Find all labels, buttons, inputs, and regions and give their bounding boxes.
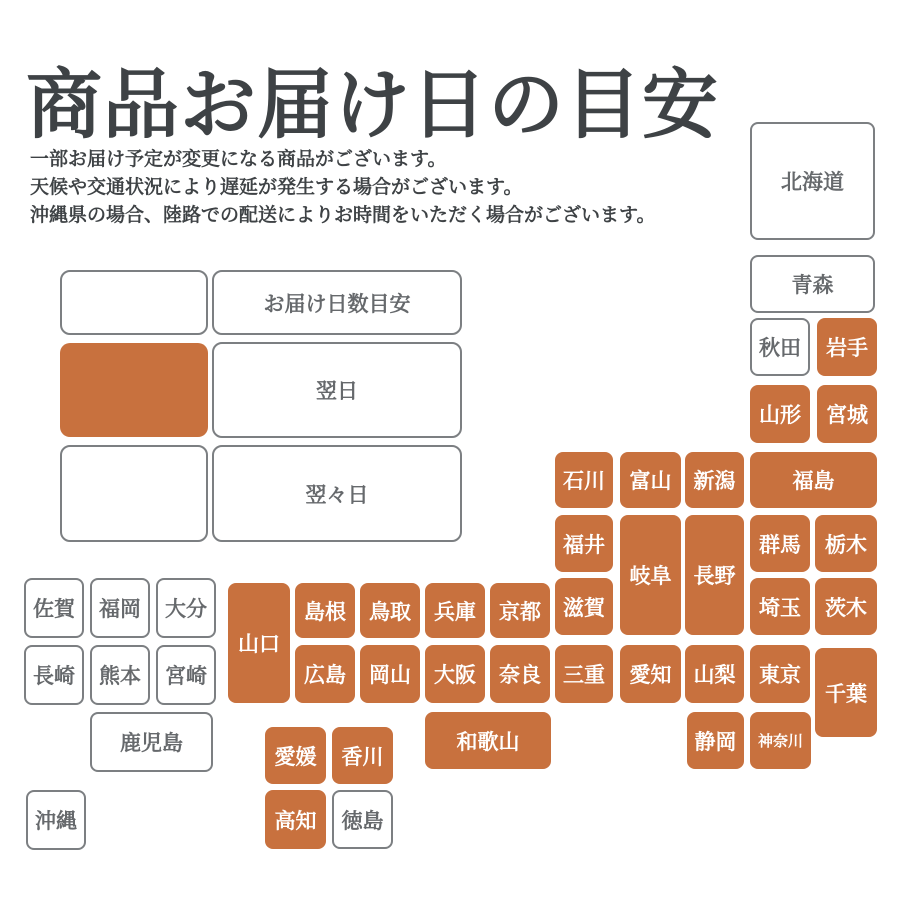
legend-header-label: お届け日数目安 (212, 270, 462, 335)
prefecture-tile: 島根 (295, 583, 355, 638)
prefecture-tile: 福岡 (90, 578, 150, 638)
prefecture-tile: 徳島 (332, 790, 393, 849)
legend-label-next-day: 翌日 (212, 342, 462, 438)
prefecture-tile: 北海道 (750, 122, 875, 240)
note-line: 一部お届け予定が変更になる商品がございます。 (30, 149, 447, 170)
prefecture-tile: 長野 (685, 515, 744, 635)
prefecture-tile: 愛媛 (265, 727, 326, 784)
prefecture-tile: 岩手 (817, 318, 877, 376)
prefecture-tile: 岐阜 (620, 515, 681, 635)
note-line: 天候や交通状況により遅延が発生する場合がございます。 (30, 177, 523, 198)
prefecture-tile: 秋田 (750, 318, 810, 376)
prefecture-tile: 長崎 (24, 645, 84, 705)
prefecture-tile: 群馬 (750, 515, 810, 572)
note-line: 沖縄県の場合、陸路での配送によりお時間をいただく場合がございます。 (30, 205, 656, 226)
legend-label-two-days: 翌々日 (212, 445, 462, 542)
prefecture-tile: 鳥取 (360, 583, 420, 638)
prefecture-tile: 岡山 (360, 645, 420, 703)
prefecture-tile: 神奈川 (750, 712, 811, 769)
prefecture-tile: 滋賀 (555, 578, 613, 635)
prefecture-tile: 鹿児島 (90, 712, 213, 772)
prefecture-tile: 大阪 (425, 645, 485, 703)
prefecture-tile: 石川 (555, 452, 613, 508)
prefecture-tile: 佐賀 (24, 578, 84, 638)
prefecture-tile: 宮崎 (156, 645, 216, 705)
prefecture-tile: 新潟 (685, 452, 744, 508)
prefecture-tile: 愛知 (620, 645, 681, 703)
prefecture-tile: 栃木 (815, 515, 877, 572)
prefecture-tile: 広島 (295, 645, 355, 703)
prefecture-tile: 京都 (490, 583, 550, 638)
prefecture-tile: 奈良 (490, 645, 550, 703)
prefecture-tile: 兵庫 (425, 583, 485, 638)
prefecture-tile: 静岡 (687, 712, 744, 769)
prefecture-tile: 千葉 (815, 648, 877, 737)
prefecture-tile: 高知 (265, 790, 326, 849)
prefecture-tile: 埼玉 (750, 578, 810, 635)
prefecture-tile: 富山 (620, 452, 681, 508)
page-title: 商品お届け日の目安 (26, 63, 719, 148)
prefecture-tile: 福島 (750, 452, 877, 508)
prefecture-tile: 山梨 (685, 645, 744, 703)
prefecture-tile: 青森 (750, 255, 875, 313)
prefecture-tile: 宮城 (817, 385, 877, 443)
prefecture-tile: 三重 (555, 645, 613, 703)
prefecture-tile: 山形 (750, 385, 810, 443)
prefecture-tile: 熊本 (90, 645, 150, 705)
prefecture-tile: 香川 (332, 727, 393, 784)
prefecture-tile: 大分 (156, 578, 216, 638)
prefecture-tile: 福井 (555, 515, 613, 572)
prefecture-tile: 和歌山 (425, 712, 551, 769)
prefecture-tile: 茨木 (815, 578, 877, 635)
prefecture-tile: 山口 (228, 583, 290, 703)
prefecture-tile: 東京 (750, 645, 810, 703)
prefecture-tile: 沖縄 (26, 790, 86, 850)
